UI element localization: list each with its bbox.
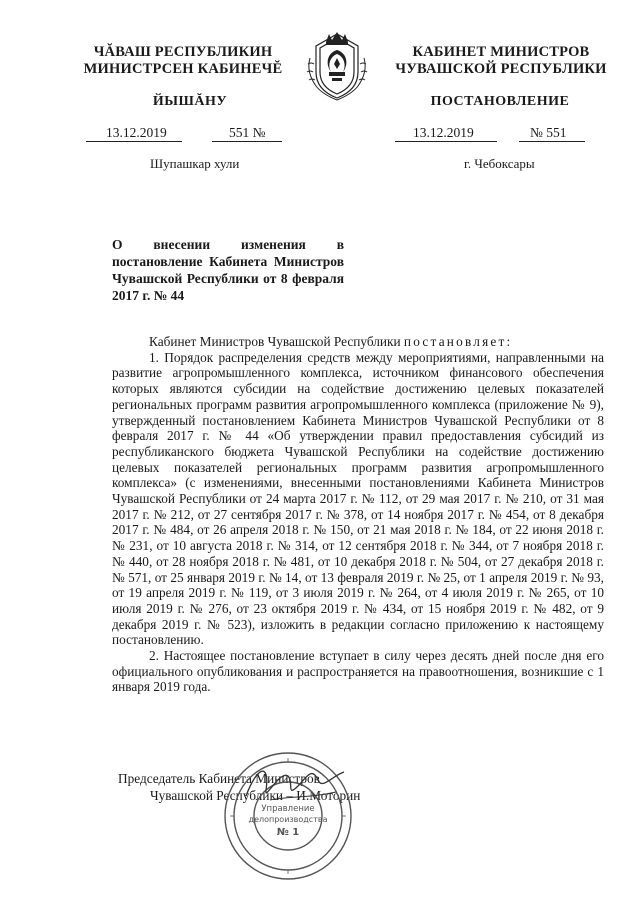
header-left-chuvash (78, 44, 288, 78)
right-date: 13.12.2019 (413, 125, 474, 140)
document-body (112, 334, 604, 695)
intro-paragraph (112, 334, 604, 350)
paragraph-1: 1. Порядок распределения средств между мероприятиями, направленными на развитие агропромышленного комплекса, источником финансового обеспечения которых являются субсидии на содействие достижению целевых показателей региональных программ развития агропромышленного комплекса (приложение № 9), утвержденный постановлением Кабинета Министров Чувашской Республики от 8 февраля 2017 г. № 44 «Об утверждении правил предоставления субсидий из республиканского бюджета Чувашской Республики на содействие достижению целевых показателей региональных программ развития агропромышленного комплекса» (с изменениями, внесенными постановлениями Кабинета Министров Чувашской Республики от 24 марта 2017 г. № 112, от 29 мая 2017 г. № 210, от 31 мая 2017 г. № 212, от 27 сентября 2017 г. № 378, от 14 ноября 2017 г. № 454, от 8 декабря 2017 г. № 484, от 26 апреля 2018 г. № 150, от 21 мая 2018 г. № 184, от 22 июня 2018 г. № 231, от 10 августа 2018 г. № 314, от 12 сентября 2018 г. № 344, от 7 ноября 2018 г. № 440, от 28 ноября 2018 г. № 481, от 10 декабря 2018 г. № 504, от 27 декабря 2018 г. № 571, от 25 января 2019 г. № 14, от 13 февраля 2019 г. № 25, от 1 апреля 2019 г. № 93, от 19 апреля 2019 г. № 119, от 3 июля 2019 г. № 264, от 4 июля 2019 г. № 265, от 10 июля 2019 г. № 276, от 23 октября 2019 г. № 434, от 15 ноября 2019 г. № 482, от 9 декабря 2019 г. № 523), изложить в редакции согласно приложению к настоящему постановлению. (112, 349, 604, 648)
doc-type-chuvash: ЙЫШĂНУ (152, 94, 228, 109)
coat-of-arms-emblem-icon (302, 28, 372, 102)
left-number-underline (212, 141, 282, 142)
place-chuvash: Шупашкар хули (150, 156, 240, 171)
document-title: О внесении изменения в постановление Кабинета Министров Чувашской Республики от 8 февраля 2017 г. № 44 (112, 237, 344, 303)
handwritten-signature-icon (240, 756, 350, 811)
intro-lead: Кабинет Министров Чувашской Республики (149, 334, 401, 349)
stamp-line3: № 1 (276, 827, 300, 838)
right-date-underline (395, 141, 497, 142)
paragraph-2: 2. Настоящее постановление вступает в силу через десять дней после дня его официального опубликования и распространяется на правоотношения, возникшие с 1 января 2019 года. (112, 648, 604, 695)
doc-type-russian: ПОСТАНОВЛЕНИЕ (430, 94, 570, 109)
stamp-line1: Управление (261, 804, 315, 814)
header-right-russian (392, 44, 610, 78)
right-number-underline (519, 141, 585, 142)
header-left-line2: МИНИСТРСЕН КАБИНЕЧĔ (83, 61, 283, 77)
header-left-line1: ЧĂВАШ РЕСПУБЛИКИН (93, 44, 273, 60)
stamp-line2: делопроизводства (248, 815, 328, 824)
intro-verb: постановляет: (403, 334, 513, 349)
header-right-line1: КАБИНЕТ МИНИСТРОВ (412, 44, 590, 60)
header-right-line2: ЧУВАШСКОЙ РЕСПУБЛИКИ (395, 61, 607, 77)
signature-name: Чувашской Республики – И.Моторин (150, 788, 361, 803)
place-russian: г. Чебоксары (464, 156, 535, 171)
right-number: № 551 (530, 125, 567, 140)
left-number: 551 № (229, 125, 266, 140)
left-date-underline (86, 141, 182, 142)
left-date: 13.12.2019 (106, 125, 167, 140)
signature-position: Председатель Кабинета Министров (118, 771, 320, 786)
